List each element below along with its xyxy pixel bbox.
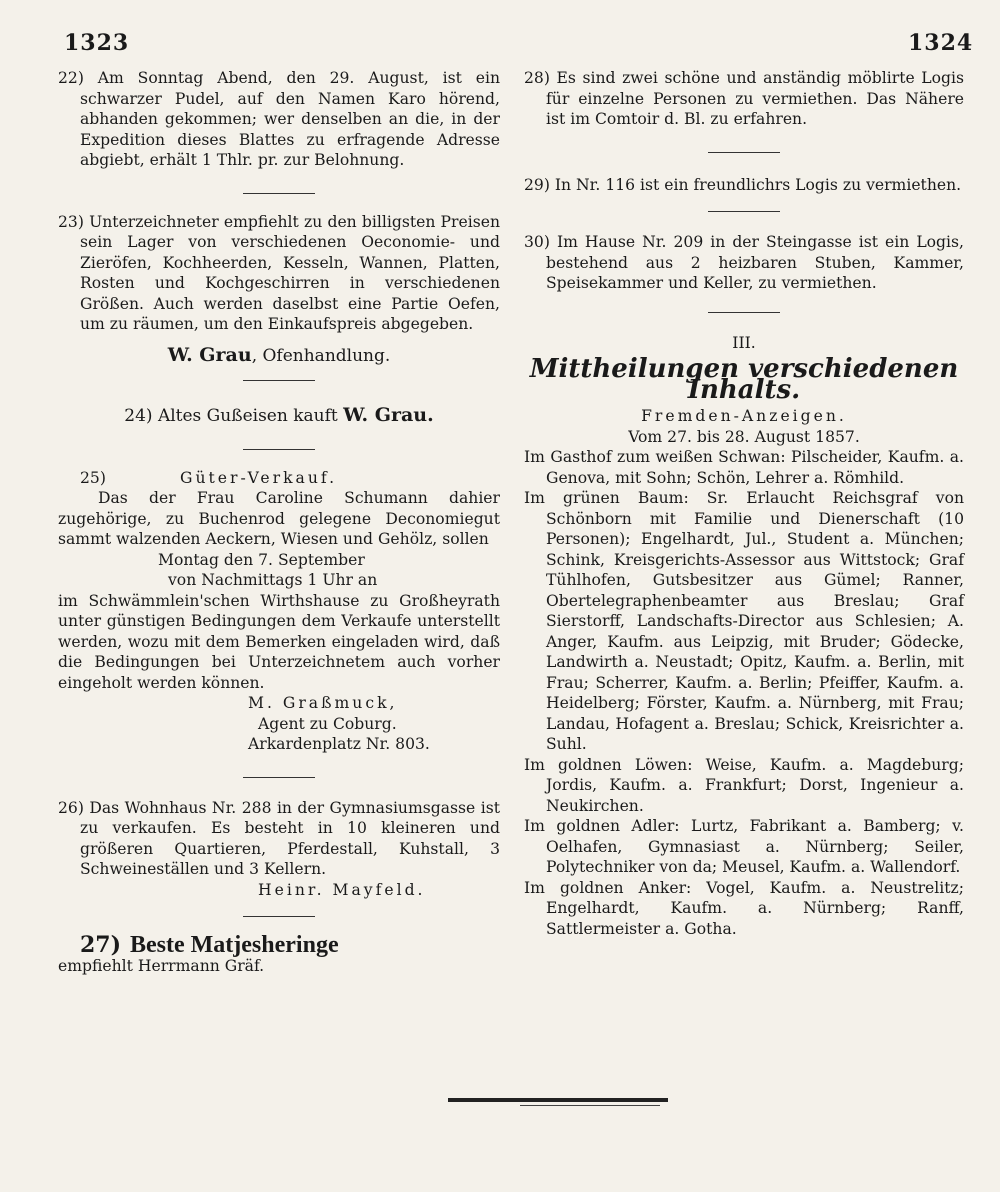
ad-26-text: 26) Das Wohnhaus Nr. 288 in der Gymnasiumsgasse ist zu verkaufen. Es besteht in 10 kleineren und größeren Quartieren, Pferdestall, Kuhstall, 3 Schweineställen und 3 Kellern. (58, 798, 500, 878)
ad-26-sig: Heinr. Mayfeld. (258, 880, 426, 899)
ad-29 (524, 175, 964, 196)
ad-22-text: 22) Am Sonntag Abend, den 29. August, ist ein schwarzer Pudel, auf den Namen Karo hörend, abhanden gekommen; wer denselben an die, in der Expedition dieses Blattes zu erfragende Adresse abgiebt, erhält 1 Thlr. pr. zur Belohnung. (58, 69, 500, 169)
ad-27-num: 27) (80, 932, 122, 958)
ad-30 (524, 232, 964, 294)
page-number-left: 1323 (64, 30, 130, 56)
ad-27-text: empfiehlt Herrmann Gräf. (58, 956, 265, 975)
ad-23-text: 23) Unterzeichneter empfiehlt zu den billigsten Preisen sein Lager von verschiedenen Oeconomie- und Zieröfen, Kochheerden, Kesseln, Wannen, Platten, Rosten und Kochgeschirren in verschiedenen Größen. Auch werden daselbst eine Partie Oefen, um zu räumen, um den Einkaufspreis abgegeben. (58, 212, 500, 333)
ad-25 (58, 468, 500, 755)
section-title: Mittheilungen verschiedenen Inhalts. (529, 354, 959, 405)
ad-25-sig2: Agent zu Coburg. (258, 714, 397, 733)
list-item: Im grünen Baum: Sr. Erlaucht Reichsgraf von Schönborn mit Familie und Dienerschaft (10 Personen); Engelhardt, Jul., Student a. München; Schink, Kreisgerichts-Assessor aus Wittstock; Graf Tühlhofen, Gutsbesitzer aus Gümel; Ranner, Obertelegraphenbeamter aus Breslau; Graf Sierstorff, Landschafts-Director aus Schlesien; A. Anger, Kaufm. aus Leipzig, mit Bruder; Gödecke, Landwirth a. Neustadt; Opitz, Kaufm. a. Berlin, mit Frau; Scherrer, Kaufm. a. Berlin; Pfeiffer, Kaufm. a. Heidelberg; Förster, Kaufm. a. Nürnberg, mit Frau; Landau, Hofagent a. Breslau; Schick, Kreisrichter a. Suhl. (524, 489, 964, 753)
ad-25-num: 25) (80, 468, 106, 487)
guest-list (524, 447, 964, 939)
ad-25-date: Montag den 7. September (158, 550, 365, 569)
list-item: Im goldnen Löwen: Weise, Kaufm. a. Magdeburg; Jordis, Kaufm. a. Frankfurt; Dorst, Ingenieur a. Neukirchen. (524, 755, 964, 815)
closing-rule-thin (520, 1105, 660, 1106)
ad-25-text2: im Schwämmlein'schen Wirthshause zu Großheyrath unter günstigen Bedingungen dem Verkaufe unterstellt werden, wozu mit dem Bemerken eingeladen wird, daß die Bedingungen bei Unterzeichnetem auch vorher eingeholt werden können. (58, 591, 500, 692)
ad-23-signature (58, 345, 500, 367)
ad-24-name: W. Grau. (343, 404, 434, 426)
ad-25-sig1: M. Graßmuck, (248, 694, 398, 712)
list-item: Im goldnen Anker: Vogel, Kaufm. a. Neustrelitz; Engelhardt, Kaufm. a. Nürnberg; Ranff, Sattlermeister a. Gotha. (524, 878, 964, 938)
ad-27-title: Beste Matjesheringe (130, 932, 339, 958)
sub-title: Fremden-Anzeigen. (641, 407, 847, 425)
right-column (524, 68, 964, 939)
ad-25-title: Güter-Verkauf. (180, 468, 338, 487)
ad-23 (58, 212, 500, 335)
closing-rule (448, 1098, 668, 1102)
page-number-right: 1324 (908, 30, 974, 56)
date-line: Vom 27. bis 28. August 1857. (628, 427, 860, 446)
ad-24 (58, 405, 500, 427)
ad-23-sign-name: W. Grau (167, 343, 252, 366)
ad-28-text: 28) Es sind zwei schöne und anständig möblirte Logis für einzelne Personen zu vermiethen. Das Nähere ist im Comtoir d. Bl. zu erfahren. (524, 69, 964, 128)
ad-27 (58, 932, 500, 976)
ad-24-text: 24) Altes Gußeisen kauft (124, 406, 344, 426)
ad-22 (58, 68, 500, 171)
ad-23-sign-rest: , Ofenhandlung. (251, 345, 391, 366)
list-item: Im Gasthof zum weißen Schwan: Pilscheider, Kaufm. a. Genova, mit Sohn; Schön, Lehrer a. Römhild. (524, 448, 964, 487)
ad-29-text: 29) In Nr. 116 ist ein freundlichrs Logis zu vermiethen. (524, 175, 962, 194)
ad-25-sig3: Arkardenplatz Nr. 803. (248, 735, 430, 753)
list-item: Im goldnen Adler: Lurtz, Fabrikant a. Bamberg; v. Oelhafen, Gymnasiast a. Nürnberg; Seiler, Polytechniker von da; Meusel, Kaufm. a. Wallendorf. (524, 817, 964, 876)
ad-28 (524, 68, 964, 130)
section-number: III. (732, 333, 756, 352)
left-column (58, 68, 500, 976)
ad-26 (58, 798, 500, 901)
ad-25-text1: Das der Frau Caroline Schumann dahier zugehörige, zu Buchenrod gelegene Deconomiegut sammt walzenden Aeckern, Wiesen und Gehölz, sollen (58, 489, 500, 548)
ad-25-time: von Nachmittags 1 Uhr an (168, 571, 378, 589)
ad-30-text: 30) Im Hause Nr. 209 in der Steingasse ist ein Logis, bestehend aus 2 heizbaren Stuben, Kammer, Speisekammer und Keller, zu vermiethen. (524, 233, 964, 292)
